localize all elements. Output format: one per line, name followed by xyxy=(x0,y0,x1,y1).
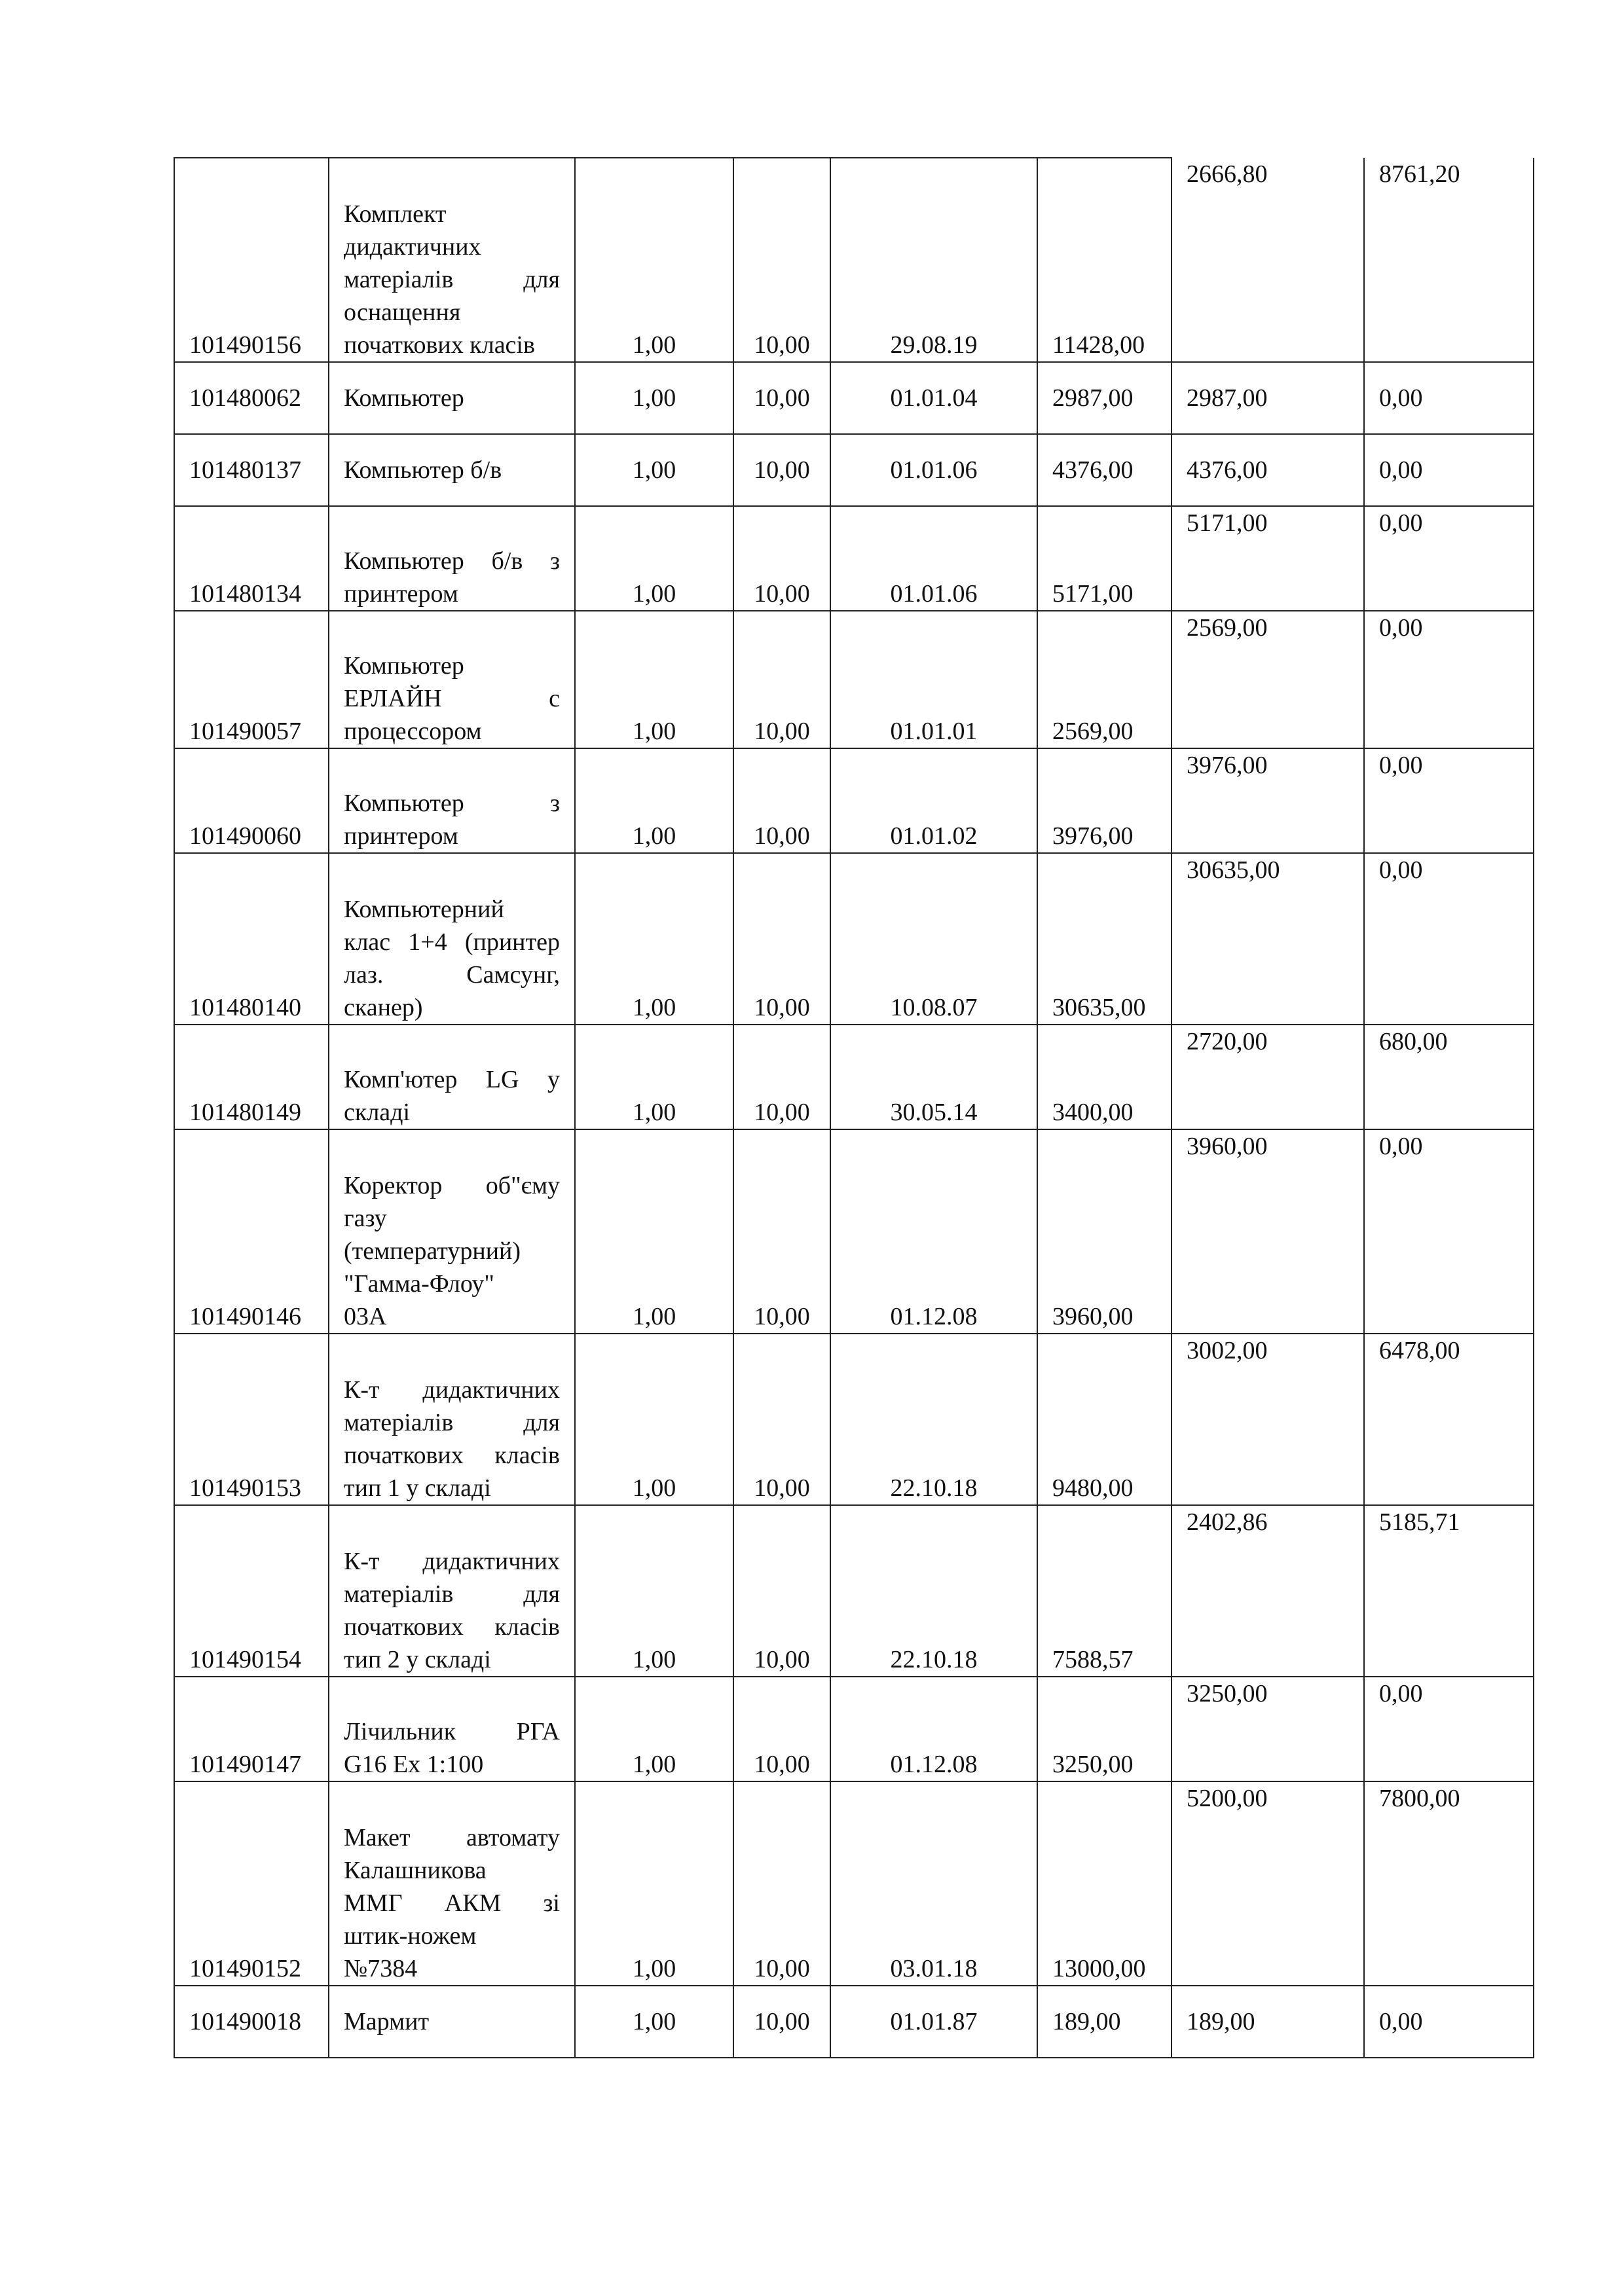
date-cell: 03.01.18 xyxy=(830,1781,1037,1986)
item-name-line: Компьютер з xyxy=(344,790,560,817)
date-cell: 01.12.08 xyxy=(830,1677,1037,1781)
rate-cell: 10,00 xyxy=(733,1986,830,2058)
item-name-line: штик-ножем xyxy=(344,1922,477,1950)
residual-value-cell: 0,00 xyxy=(1364,853,1534,1025)
item-name-line: Компьютер б/в з xyxy=(344,547,560,575)
table-row xyxy=(174,1025,1534,1129)
item-name-line: №7384 xyxy=(344,1955,418,1982)
cost-cell: 4376,00 xyxy=(1037,434,1172,506)
residual-value-cell: 7800,00 xyxy=(1364,1781,1534,1986)
depreciation-cell: 189,00 xyxy=(1172,1986,1364,2058)
item-name-line: Комп'ютер LG у xyxy=(344,1066,560,1093)
item-name-line: тип 2 у складі xyxy=(344,1646,491,1673)
quantity-cell: 1,00 xyxy=(575,1986,733,2058)
inventory-number-cell: 101480140 xyxy=(174,853,329,1025)
table-row xyxy=(174,1781,1534,1986)
quantity-cell: 1,00 xyxy=(575,506,733,611)
residual-value-cell: 8761,20 xyxy=(1364,158,1534,362)
item-name-cell xyxy=(329,362,575,434)
residual-value-cell: 0,00 xyxy=(1364,1986,1534,2058)
item-name-cell xyxy=(329,1025,575,1129)
rate-cell: 10,00 xyxy=(733,1781,830,1986)
quantity-cell: 1,00 xyxy=(575,853,733,1025)
rate-cell: 10,00 xyxy=(733,158,830,362)
residual-value-cell: 680,00 xyxy=(1364,1025,1534,1129)
item-name-line: газу xyxy=(344,1205,387,1232)
quantity-cell: 1,00 xyxy=(575,362,733,434)
item-name-line: (температурний) xyxy=(344,1237,521,1265)
inventory-number-cell: 101490147 xyxy=(174,1677,329,1781)
cost-cell: 7588,57 xyxy=(1037,1505,1172,1677)
date-cell: 01.12.08 xyxy=(830,1129,1037,1334)
item-name-line: "Гамма-Флоу" xyxy=(344,1270,494,1298)
date-cell: 01.01.01 xyxy=(830,611,1037,748)
quantity-cell: 1,00 xyxy=(575,158,733,362)
rate-cell: 10,00 xyxy=(733,748,830,853)
item-name-line: Комплект xyxy=(344,200,447,228)
item-name-cell xyxy=(329,1677,575,1781)
residual-value-cell: 5185,71 xyxy=(1364,1505,1534,1677)
item-name-line: Компьютер б/в xyxy=(344,456,502,484)
item-name-cell xyxy=(329,434,575,506)
depreciation-cell: 3250,00 xyxy=(1172,1677,1364,1781)
cost-cell: 3960,00 xyxy=(1037,1129,1172,1334)
table-row xyxy=(174,506,1534,611)
item-name-line: Компьютер xyxy=(344,384,464,412)
item-name-line: Коректор об"єму xyxy=(344,1172,560,1199)
depreciation-cell: 4376,00 xyxy=(1172,434,1364,506)
item-name-line: Компьютерний xyxy=(344,896,504,923)
inventory-number-cell: 101480062 xyxy=(174,362,329,434)
item-name-cell xyxy=(329,158,575,362)
table-row xyxy=(174,1505,1534,1677)
item-name-line: клас 1+4 (принтер xyxy=(344,928,560,956)
depreciation-cell: 5200,00 xyxy=(1172,1781,1364,1986)
cost-cell: 3976,00 xyxy=(1037,748,1172,853)
item-name-line: Мармит xyxy=(344,2008,430,2035)
inventory-number-cell: 101490018 xyxy=(174,1986,329,2058)
quantity-cell: 1,00 xyxy=(575,1025,733,1129)
residual-value-cell: 0,00 xyxy=(1364,1129,1534,1334)
inventory-number-cell: 101480137 xyxy=(174,434,329,506)
depreciation-cell: 30635,00 xyxy=(1172,853,1364,1025)
item-name-line: оснащення xyxy=(344,299,461,326)
quantity-cell: 1,00 xyxy=(575,1129,733,1334)
item-name-cell xyxy=(329,1781,575,1986)
table-row xyxy=(174,853,1534,1025)
depreciation-cell: 2402,86 xyxy=(1172,1505,1364,1677)
cost-cell: 30635,00 xyxy=(1037,853,1172,1025)
rate-cell: 10,00 xyxy=(733,362,830,434)
cost-cell: 5171,00 xyxy=(1037,506,1172,611)
item-name-line: 03А xyxy=(344,1303,387,1330)
cost-cell: 2987,00 xyxy=(1037,362,1172,434)
item-name-cell xyxy=(329,1986,575,2058)
quantity-cell: 1,00 xyxy=(575,1334,733,1505)
depreciation-cell: 2569,00 xyxy=(1172,611,1364,748)
table-row xyxy=(174,611,1534,748)
date-cell: 10.08.07 xyxy=(830,853,1037,1025)
date-cell: 22.10.18 xyxy=(830,1334,1037,1505)
item-name-line: матеріалів для xyxy=(344,1409,560,1436)
item-name-line: лаз. Самсунг, xyxy=(344,961,560,989)
item-name-line: початкових класів xyxy=(344,1442,560,1469)
rate-cell: 10,00 xyxy=(733,1334,830,1505)
inventory-rows xyxy=(174,158,1534,2058)
inventory-number-cell: 101490152 xyxy=(174,1781,329,1986)
quantity-cell: 1,00 xyxy=(575,611,733,748)
cost-cell: 3400,00 xyxy=(1037,1025,1172,1129)
item-name-line: початкових класів xyxy=(344,1613,560,1641)
depreciation-cell: 3976,00 xyxy=(1172,748,1364,853)
quantity-cell: 1,00 xyxy=(575,748,733,853)
item-name-line: дидактичних xyxy=(344,233,481,261)
quantity-cell: 1,00 xyxy=(575,434,733,506)
rate-cell: 10,00 xyxy=(733,1025,830,1129)
table-row xyxy=(174,434,1534,506)
rate-cell: 10,00 xyxy=(733,506,830,611)
quantity-cell: 1,00 xyxy=(575,1505,733,1677)
item-name-line: сканер) xyxy=(344,994,423,1021)
rate-cell: 10,00 xyxy=(733,1129,830,1334)
depreciation-cell: 3960,00 xyxy=(1172,1129,1364,1334)
rate-cell: 10,00 xyxy=(733,1677,830,1781)
inventory-number-cell: 101490153 xyxy=(174,1334,329,1505)
item-name-cell xyxy=(329,1334,575,1505)
date-cell: 22.10.18 xyxy=(830,1505,1037,1677)
residual-value-cell: 0,00 xyxy=(1364,506,1534,611)
cost-cell: 11428,00 xyxy=(1037,158,1172,362)
residual-value-cell: 6478,00 xyxy=(1364,1334,1534,1505)
cost-cell: 3250,00 xyxy=(1037,1677,1172,1781)
inventory-number-cell: 101490146 xyxy=(174,1129,329,1334)
item-name-cell xyxy=(329,506,575,611)
depreciation-cell: 3002,00 xyxy=(1172,1334,1364,1505)
inventory-number-cell: 101490057 xyxy=(174,611,329,748)
rate-cell: 10,00 xyxy=(733,1505,830,1677)
item-name-line: принтером xyxy=(344,822,458,850)
item-name-line: тип 1 у складі xyxy=(344,1474,491,1502)
item-name-line: К-т дидактичних xyxy=(344,1376,560,1404)
inventory-number-cell: 101480134 xyxy=(174,506,329,611)
residual-value-cell: 0,00 xyxy=(1364,1677,1534,1781)
date-cell: 01.01.06 xyxy=(830,434,1037,506)
item-name-line: Компьютер xyxy=(344,652,464,680)
date-cell: 01.01.06 xyxy=(830,506,1037,611)
table-row xyxy=(174,748,1534,853)
item-name-line: початкових класів xyxy=(344,331,535,359)
item-name-line: матеріалів для xyxy=(344,266,560,293)
depreciation-cell: 2987,00 xyxy=(1172,362,1364,434)
table-row xyxy=(174,1986,1534,2058)
quantity-cell: 1,00 xyxy=(575,1781,733,1986)
item-name-cell xyxy=(329,748,575,853)
date-cell: 01.01.02 xyxy=(830,748,1037,853)
item-name-cell xyxy=(329,853,575,1025)
quantity-cell: 1,00 xyxy=(575,1677,733,1781)
inventory-number-cell: 101480149 xyxy=(174,1025,329,1129)
table-row xyxy=(174,362,1534,434)
item-name-line: Лічильник РГА xyxy=(344,1718,560,1745)
residual-value-cell: 0,00 xyxy=(1364,434,1534,506)
table-row xyxy=(174,158,1534,362)
item-name-line: матеріалів для xyxy=(344,1580,560,1608)
inventory-number-cell: 101490156 xyxy=(174,158,329,362)
depreciation-cell: 2666,80 xyxy=(1172,158,1364,362)
item-name-cell xyxy=(329,1129,575,1334)
table-row xyxy=(174,1334,1534,1505)
item-name-line: процессором xyxy=(344,718,482,745)
table-row xyxy=(174,1677,1534,1781)
rate-cell: 10,00 xyxy=(733,434,830,506)
item-name-line: принтером xyxy=(344,580,458,608)
item-name-cell xyxy=(329,1505,575,1677)
inventory-number-cell: 101490060 xyxy=(174,748,329,853)
item-name-cell xyxy=(329,611,575,748)
inventory-number-cell: 101490154 xyxy=(174,1505,329,1677)
residual-value-cell: 0,00 xyxy=(1364,611,1534,748)
cost-cell: 189,00 xyxy=(1037,1986,1172,2058)
cost-cell: 2569,00 xyxy=(1037,611,1172,748)
residual-value-cell: 0,00 xyxy=(1364,362,1534,434)
cost-cell: 13000,00 xyxy=(1037,1781,1172,1986)
item-name-line: Макет автомату xyxy=(344,1824,560,1851)
table-row xyxy=(174,1129,1534,1334)
item-name-line: Калашникова xyxy=(344,1857,487,1884)
inventory-table xyxy=(174,157,1534,2058)
date-cell: 01.01.87 xyxy=(830,1986,1037,2058)
item-name-line: складі xyxy=(344,1099,411,1126)
date-cell: 01.01.04 xyxy=(830,362,1037,434)
rate-cell: 10,00 xyxy=(733,853,830,1025)
depreciation-cell: 5171,00 xyxy=(1172,506,1364,611)
item-name-line: G16 Ex 1:100 xyxy=(344,1751,484,1778)
item-name-line: ММГ АКМ зі xyxy=(344,1889,560,1917)
depreciation-cell: 2720,00 xyxy=(1172,1025,1364,1129)
date-cell: 30.05.14 xyxy=(830,1025,1037,1129)
item-name-line: ЕРЛАЙН с xyxy=(344,685,560,712)
item-name-line: К-т дидактичних xyxy=(344,1548,560,1575)
date-cell: 29.08.19 xyxy=(830,158,1037,362)
rate-cell: 10,00 xyxy=(733,611,830,748)
residual-value-cell: 0,00 xyxy=(1364,748,1534,853)
cost-cell: 9480,00 xyxy=(1037,1334,1172,1505)
